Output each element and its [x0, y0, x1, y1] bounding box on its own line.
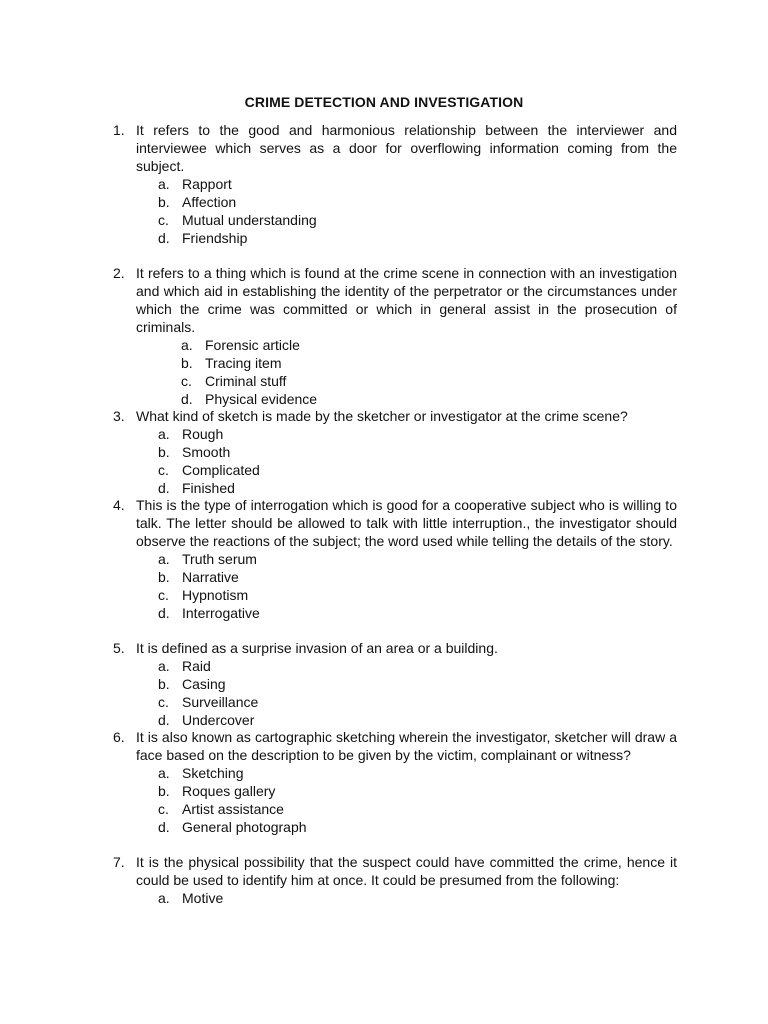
option-letter: c. [158, 694, 169, 710]
answer-option [158, 657, 677, 675]
option-text: Motive [182, 890, 224, 906]
answer-option [158, 782, 677, 800]
option-text: Truth serum [182, 551, 257, 567]
answer-option [158, 818, 677, 836]
option-letter: a. [158, 551, 170, 567]
option-text: Affection [182, 194, 237, 210]
option-text: Artist assistance [182, 801, 284, 817]
question-text: It refers to the good and harmonious relationship between the interviewer and interviewee which serves as a door for overflowing information coming from the subject. [136, 122, 677, 174]
option-letter: b. [158, 783, 170, 799]
option-text: Mutual understanding [182, 212, 317, 228]
option-text: Criminal stuff [205, 373, 287, 389]
answer-option [158, 550, 677, 568]
option-letter: c. [158, 801, 169, 817]
answer-option [158, 764, 677, 782]
option-text: Undercover [182, 712, 255, 728]
document-title: CRIME DETECTION AND INVESTIGATION [244, 94, 524, 110]
question-number: 2. [113, 265, 125, 281]
option-text: Raid [182, 658, 211, 674]
option-letter: d. [181, 391, 193, 407]
answer-option [158, 604, 677, 622]
question-number: 1. [113, 122, 125, 138]
answer-option [158, 443, 677, 461]
option-letter: c. [158, 212, 169, 228]
option-text: Roques gallery [182, 783, 276, 799]
answer-option [158, 675, 677, 693]
answer-option [158, 889, 677, 907]
option-text: Surveillance [182, 694, 259, 710]
option-text: Interrogative [182, 605, 260, 621]
answer-options [158, 550, 677, 622]
option-letter: c. [181, 373, 192, 389]
option-letter: a. [158, 890, 170, 906]
question-text: It is the physical possibility that the suspect could have committed the crime, hence it could be used to identify him at once. It could be presumed from the following: [136, 854, 677, 888]
question-text: This is the type of interrogation which is good for a cooperative subject who is willing to talk. The letter should be allowed to talk with little interruption., the investigator should observe the reactions of the subject; the word used while telling the details of the story. [136, 497, 677, 549]
answer-option [158, 425, 677, 443]
question-number: 7. [113, 854, 125, 870]
option-text: Hypnotism [182, 587, 249, 603]
question-number: 4. [113, 497, 125, 513]
answer-options [181, 336, 677, 408]
answer-options [158, 889, 677, 907]
option-letter: b. [158, 194, 170, 210]
question-2 [113, 264, 677, 408]
question-7 [113, 853, 677, 907]
answer-options [158, 175, 677, 247]
option-text: Rough [182, 426, 224, 442]
answer-option [158, 193, 677, 211]
option-letter: a. [158, 765, 170, 781]
option-text: Complicated [182, 462, 260, 478]
question-text: What kind of sketch is made by the sketcher or investigator at the crime scene? [136, 408, 628, 424]
question-number: 3. [113, 408, 125, 424]
option-text: Friendship [182, 230, 248, 246]
question-text: It is defined as a surprise invasion of an area or a building. [136, 640, 498, 656]
question-text: It is also known as cartographic sketching wherein the investigator, sketcher will draw a face based on the description to be given by the victim, complainant or witness? [136, 729, 677, 763]
answer-option [181, 354, 677, 372]
answer-option [158, 175, 677, 193]
option-letter: d. [158, 819, 170, 835]
option-text: Casing [182, 676, 226, 692]
answer-option [181, 336, 677, 354]
answer-option [158, 800, 677, 818]
option-letter: a. [158, 658, 170, 674]
question-1 [113, 121, 677, 247]
answer-options [158, 425, 677, 497]
answer-option [158, 568, 677, 586]
option-text: Forensic article [205, 337, 300, 353]
option-text: Smooth [182, 444, 231, 460]
option-text: Physical evidence [205, 391, 318, 407]
question-number: 5. [113, 640, 125, 656]
question-number: 6. [113, 729, 125, 745]
option-text: Tracing item [205, 355, 282, 371]
option-letter: b. [158, 676, 170, 692]
question-4 [113, 496, 677, 622]
option-letter: c. [158, 587, 169, 603]
option-letter: d. [158, 712, 170, 728]
question-5 [113, 639, 677, 729]
option-letter: c. [158, 462, 169, 478]
question-6 [113, 728, 677, 836]
answer-option [181, 390, 677, 408]
answer-option [158, 586, 677, 604]
answer-option [181, 372, 677, 390]
option-letter: a. [158, 426, 170, 442]
option-text: General photograph [182, 819, 307, 835]
answer-options [158, 657, 677, 729]
option-letter: b. [181, 355, 193, 371]
question-3 [113, 407, 677, 497]
option-letter: b. [158, 444, 170, 460]
option-letter: a. [181, 337, 193, 353]
answer-option [158, 711, 677, 729]
option-letter: d. [158, 480, 170, 496]
answer-option [158, 479, 677, 497]
answer-option [158, 229, 677, 247]
option-letter: b. [158, 569, 170, 585]
option-text: Sketching [182, 765, 244, 781]
option-letter: d. [158, 605, 170, 621]
answer-option [158, 211, 677, 229]
option-text: Narrative [182, 569, 239, 585]
option-text: Finished [182, 480, 235, 496]
question-text: It refers to a thing which is found at the crime scene in connection with an investigation and which aid in establishing the identity of the perpetrator or the circumstances under which the crime was committed or which in general assist in the prosecution of criminals. [136, 265, 677, 335]
answer-options [158, 764, 677, 836]
option-text: Rapport [182, 176, 232, 192]
option-letter: a. [158, 176, 170, 192]
answer-option [158, 693, 677, 711]
option-letter: d. [158, 230, 170, 246]
answer-option [158, 461, 677, 479]
